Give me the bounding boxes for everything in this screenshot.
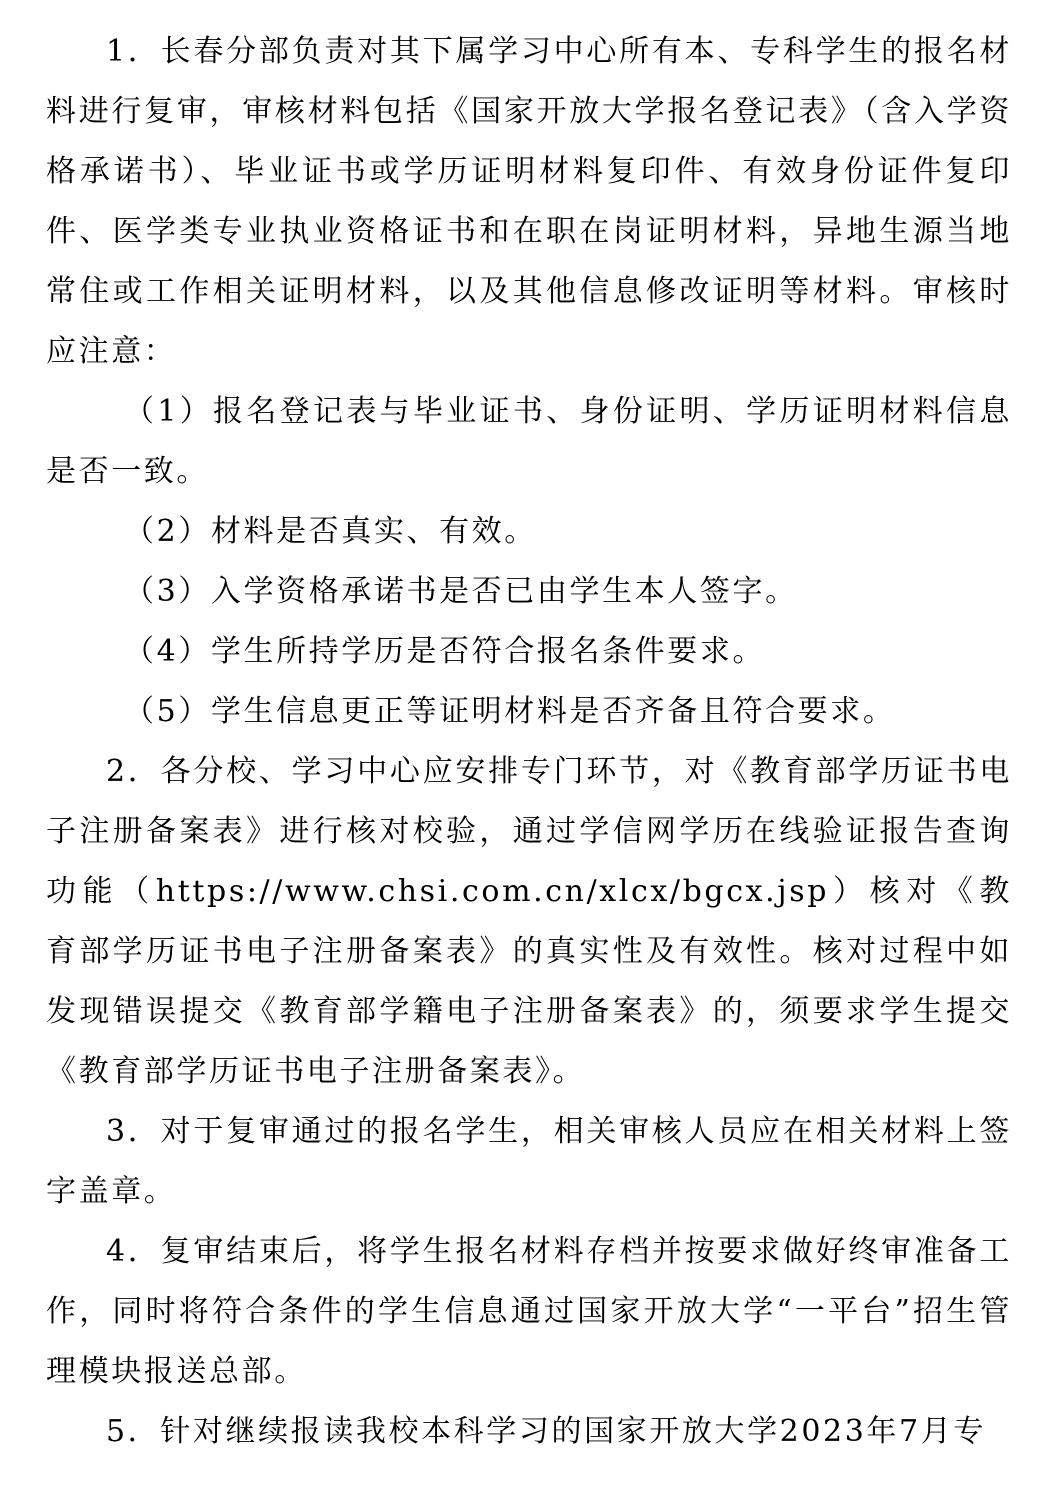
check-item-signature: （3）入学资格承诺书是否已由学生本人签字。 [124,574,798,609]
paragraph-review-responsibility: 1．长春分部负责对其下属学习中心所有本、专科学生的报名材料进行复审，审核材料包括《国家开放大学报名登记表》（含入学资格承诺书）、毕业证书或学历证明材料复印件、有效身份证件复印件、医学类专业执业资格证书和在职在岗证明材料，异地生源当地常住或工作相关证明材料，以及其他信息修改证明等材料。审核时应注意： [46,34,1012,369]
paragraph-certificate-verification: 2．各分校、学习中心应安排专门环节，对《教育部学历证书电子注册备案表》进行核对校验，通过学信网学历在线验证报告查询功能（https://www.chsi.com.cn/xlcx/bgcx.jsp）核对《教育部学历证书电子注册备案表》的真实性及有效性。核对过程中如发现错误提交《教育部学籍电子注册备案表》的，须要求学生提交《教育部学历证书电子注册备案表》。 [46,754,1012,1089]
check-item-education-requirement: （4）学生所持学历是否符合报名条件要求。 [124,634,766,669]
paragraph-continuing-undergraduate: 5．针对继续报读我校本科学习的国家开放大学2023年7月专 [106,1414,986,1449]
check-item-correction-materials: （5）学生信息更正等证明材料是否齐备且符合要求。 [124,694,896,729]
paragraph-archive-report: 4．复审结束后，将学生报名材料存档并按要求做好终审准备工作，同时将符合条件的学生信息通过国家开放大学“一平台”招生管理模块报送总部。 [46,1234,1012,1389]
check-item-authenticity: （2）材料是否真实、有效。 [124,514,537,549]
check-item-consistency: （1）报名登记表与毕业证书、身份证明、学历证明材料信息是否一致。 [46,394,1012,489]
paragraph-signature-seal: 3．对于复审通过的报名学生，相关审核人员应在相关材料上签字盖章。 [46,1114,1012,1209]
